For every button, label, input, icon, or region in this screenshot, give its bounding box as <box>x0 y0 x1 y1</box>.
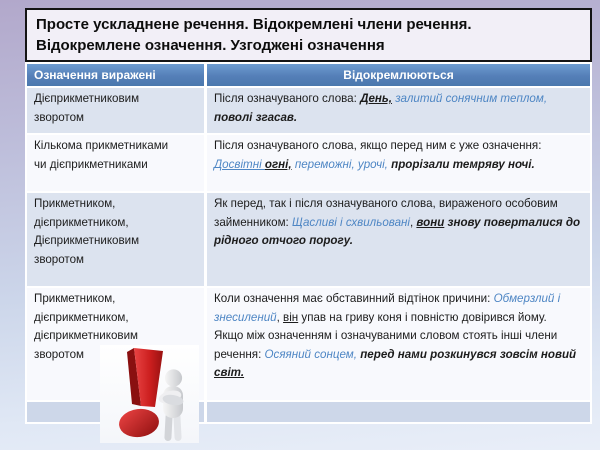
text-run: Коли означення має обставинний відтінок причини: <box>214 292 494 305</box>
paragraph <box>214 90 584 127</box>
text-run: огні, <box>264 157 292 171</box>
text-run: День, <box>360 92 393 105</box>
slide-title-line-2: Відокремлене означення. Узгоджені означення <box>36 37 385 54</box>
text-run: Як перед, так і після означуваного слова, вираженого особовим займенником: <box>214 197 558 229</box>
text-run: , <box>276 310 284 324</box>
slide-title-line-1: Просте ускладнене речення. Відокремлені члени речення. <box>36 16 472 33</box>
row-2-expressed-cell: Кількома прикметниками чи дієприкметниками <box>27 135 204 191</box>
text-run: Якщо між означенням і означуваними словом стоять інші члени речення: <box>214 329 558 361</box>
exclamation-figure-icon <box>100 345 199 443</box>
row-1-separated-cell <box>207 88 590 133</box>
text-run: переможні, урочі, <box>294 157 388 171</box>
text-run: Після означуваного слова: <box>214 92 361 105</box>
text-run: він <box>283 310 299 324</box>
text-run: , <box>409 215 417 229</box>
footer-cell-right <box>207 402 590 422</box>
row-3-separated-cell <box>207 193 590 286</box>
text-run: упав на гриву коня і повністю довірився йому. <box>298 310 547 324</box>
text-run: вони <box>416 215 445 229</box>
column-header-expressed: Означення виражені <box>27 64 204 86</box>
row-2-separated-cell <box>207 135 590 191</box>
paragraph <box>214 137 584 174</box>
text-run: знову поверталися до рідного отчого порогу. <box>214 215 581 247</box>
text-run: Досвітні <box>214 157 265 171</box>
text-run: перед нами розкинувся зовсім новий <box>360 347 577 361</box>
paragraph <box>214 195 584 251</box>
exclamation-clipart <box>100 345 199 443</box>
title-box <box>25 8 592 62</box>
column-header-separated: Відокремлюються <box>207 64 590 86</box>
text-run: залитий сонячним теплом, <box>395 92 548 105</box>
row-1-expressed-cell: Дієприкметниковим зворотом <box>27 88 204 133</box>
paragraph <box>214 290 584 327</box>
row-4-separated-cell <box>207 288 590 400</box>
text-run: Після означуваного слова, якщо перед ним є уже означення: <box>214 139 542 152</box>
text-run: Щасливі і схвильовані <box>292 215 410 229</box>
row-4-expressed-cell: Прикметником, дієприкметником, дієприкметниковим зворотом <box>27 288 204 400</box>
text-run: світ. <box>214 366 245 379</box>
text-run: прорізали темряву ночі. <box>391 157 535 171</box>
row-3-expressed-cell: Прикметником, дієприкметником, Дієприкметниковим зворотом <box>27 193 204 286</box>
text-run: Осяяний сонцем, <box>264 347 357 361</box>
paragraph <box>214 327 584 383</box>
text-run: Обмерзлий і знесилений <box>214 292 561 324</box>
text-run: поволі згасав. <box>214 110 298 124</box>
